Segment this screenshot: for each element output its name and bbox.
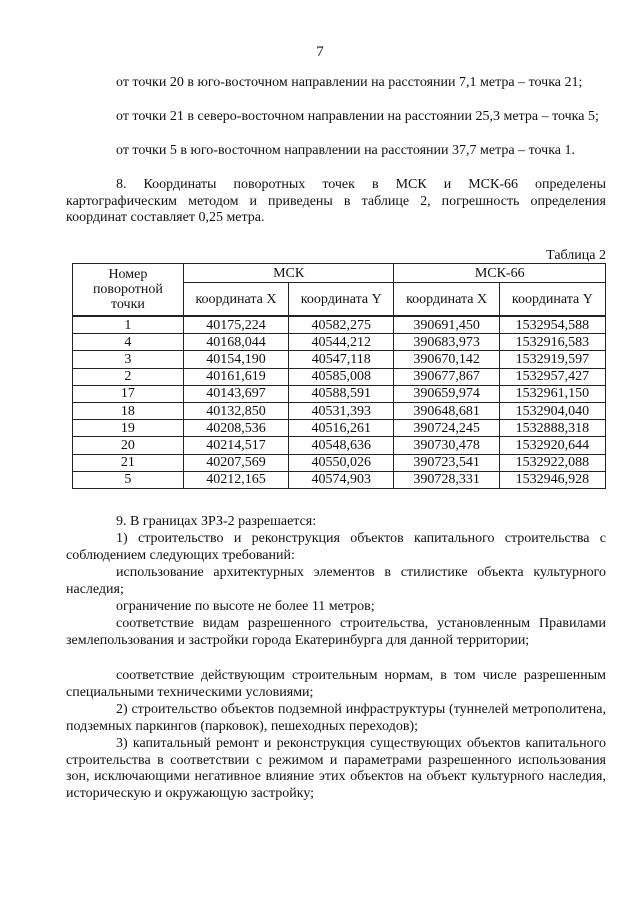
section-9-item-1: 1) строительство и реконструкция объектов капитального строительства с соблюдением следующих требований: [66, 531, 606, 563]
cell-point: 1 [73, 316, 184, 334]
cell-point: 4 [73, 334, 184, 351]
cell-msk66-y: 1532888,318 [499, 420, 605, 437]
cell-msk66-y: 1532919,597 [499, 351, 605, 368]
header-point-number: Номер поворотной точки [73, 264, 184, 317]
section-9-item-2: 2) строительство объектов подземной инфраструктуры (туннелей метрополитена, подземных паркингов (парковок), пешеходных переходов); [66, 702, 606, 734]
section-9-heading: 9. В границах ЗРЗ-2 разрешается: [116, 514, 317, 529]
cell-msk66-y: 1532904,040 [499, 402, 605, 419]
cell-msk-x: 40212,165 [183, 471, 288, 488]
header-msk66-x: координата X [394, 283, 499, 317]
table-row [73, 471, 606, 488]
cell-msk66-y: 1532946,928 [499, 471, 605, 488]
coordinates-table [72, 263, 606, 489]
cell-msk-x: 40154,190 [183, 351, 288, 368]
cell-msk66-x: 390728,331 [394, 471, 499, 488]
header-msk-y: координата Y [289, 283, 394, 317]
cell-msk66-x: 390730,478 [394, 437, 499, 454]
header-msk66-y: координата Y [499, 283, 605, 317]
cell-msk-x: 40161,619 [183, 368, 288, 385]
cell-point: 2 [73, 368, 184, 385]
section-9-requirement-land-use: соответствие видам разрешенного строительства, установленным Правилами землепользования и застройки города Екатеринбурга для данной территории; [66, 616, 606, 648]
paragraph-coordinates-note: 8. Координаты поворотных точек в МСК и МСК-66 определены картографическим методом и приведены в таблице 2, погрешность определения координат составляет 0,25 метра. [66, 177, 606, 225]
cell-msk66-x: 390677,867 [394, 368, 499, 385]
cell-msk66-y: 1532957,427 [499, 368, 605, 385]
cell-msk-y: 40585,008 [289, 368, 394, 385]
cell-msk66-y: 1532954,588 [499, 316, 605, 334]
page-number: 7 [316, 44, 324, 60]
cell-point: 3 [73, 351, 184, 368]
cell-msk66-y: 1532961,150 [499, 385, 605, 402]
table-row [73, 454, 606, 471]
cell-msk-x: 40143,697 [183, 385, 288, 402]
cell-point: 19 [73, 420, 184, 437]
table-row [73, 420, 606, 437]
cell-msk66-x: 390670,142 [394, 351, 499, 368]
cell-msk66-x: 390683,973 [394, 334, 499, 351]
cell-msk-y: 40574,903 [289, 471, 394, 488]
section-9-requirement-architecture: использование архитектурных элементов в стилистике объекта культурного наследия; [66, 565, 606, 597]
cell-point: 17 [73, 385, 184, 402]
section-9-requirement-norms: соответствие действующим строительным нормам, в том числе разрешенным специальными техническими условиями; [66, 668, 606, 700]
cell-msk-y: 40531,393 [289, 402, 394, 419]
paragraph-route-5-1: от точки 5 в юго-восточном направлении на расстоянии 37,7 метра – точка 1. [116, 143, 575, 158]
table-row [73, 316, 606, 334]
cell-msk-y: 40582,275 [289, 316, 394, 334]
cell-msk-x: 40207,569 [183, 454, 288, 471]
header-msk: МСК [183, 264, 394, 283]
header-msk66: МСК-66 [394, 264, 606, 283]
cell-msk66-y: 1532920,644 [499, 437, 605, 454]
cell-msk66-y: 1532922,088 [499, 454, 605, 471]
section-9-requirement-height: ограничение по высоте не более 11 метров; [116, 599, 375, 614]
cell-msk-x: 40132,850 [183, 402, 288, 419]
cell-point: 5 [73, 471, 184, 488]
cell-msk66-x: 390724,245 [394, 420, 499, 437]
header-msk-x: координата X [183, 283, 288, 317]
cell-msk-y: 40550,026 [289, 454, 394, 471]
cell-point: 18 [73, 402, 184, 419]
table-row [73, 368, 606, 385]
paragraph-route-20-21: от точки 20 в юго-восточном направлении на расстоянии 7,1 метра – точка 21; [116, 75, 583, 90]
cell-msk-y: 40516,261 [289, 420, 394, 437]
cell-msk66-x: 390648,681 [394, 402, 499, 419]
table-row [73, 437, 606, 454]
cell-msk66-x: 390723,541 [394, 454, 499, 471]
cell-msk-x: 40168,044 [183, 334, 288, 351]
cell-msk66-x: 390691,450 [394, 316, 499, 334]
table-row [73, 402, 606, 419]
cell-point: 20 [73, 437, 184, 454]
cell-msk-y: 40548,636 [289, 437, 394, 454]
cell-point: 21 [73, 454, 184, 471]
cell-msk-y: 40544,212 [289, 334, 394, 351]
cell-msk66-x: 390659,974 [394, 385, 499, 402]
cell-msk-x: 40208,536 [183, 420, 288, 437]
cell-msk66-y: 1532916,583 [499, 334, 605, 351]
table-caption: Таблица 2 [546, 248, 606, 263]
cell-msk-x: 40214,517 [183, 437, 288, 454]
cell-msk-y: 40547,118 [289, 351, 394, 368]
section-9-item-3: 3) капитальный ремонт и реконструкция существующих объектов капитального строительства в соответствии с режимом и параметрами разрешенного использования зон, исключающими негативное влияние этих объектов на объект культурного наследия, историческую и окружающую застройку; [66, 736, 606, 801]
cell-msk-y: 40588,591 [289, 385, 394, 402]
table-row [73, 334, 606, 351]
paragraph-route-21-5: от точки 21 в северо-восточном направлении на расстоянии 25,3 метра – точка 5; [116, 109, 599, 124]
table-row [73, 385, 606, 402]
cell-msk-x: 40175,224 [183, 316, 288, 334]
table-row [73, 351, 606, 368]
